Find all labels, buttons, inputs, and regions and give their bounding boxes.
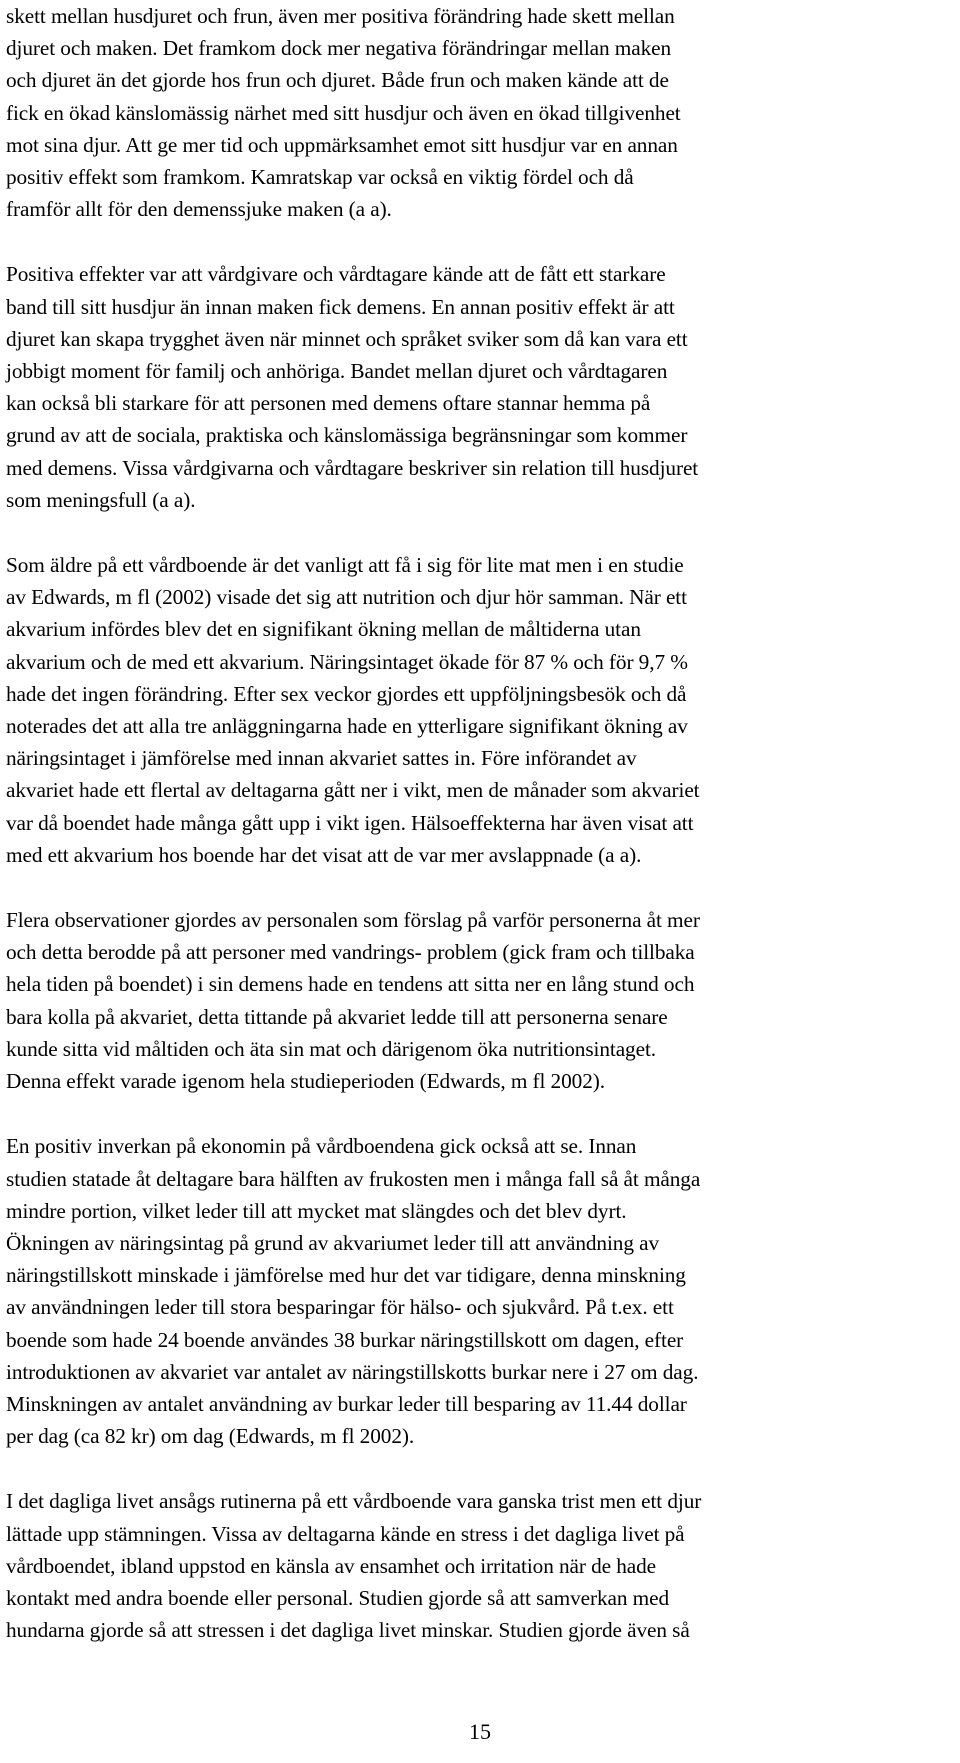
paragraph-6: I det dagliga livet ansågs rutinerna på ett vårdboende vara ganska trist men ett djur lättade upp stämningen. Vissa av deltagarna kände en stress i det dagliga livet på vårdboendet, ibland uppstod en känsla av ensamhet och irritation när de hade kontakt med andra boende eller personal. Studien gjorde så att samverkan med hundarna gjorde så att stressen i det dagliga livet minskar. Studien gjorde även så <box>6 1489 702 1643</box>
page-number: 15 <box>469 1719 491 1744</box>
paragraph-2: Positiva effekter var att vårdgivare och vårdtagare kände att de fått ett starkare band till sitt husdjur än innan maken fick demens. En annan positiv effekt är att djuret kan skapa trygghet även när minnet och språket sviker som då kan vara ett jobbigt moment för familj och anhöriga. Bandet mellan djuret och vårdtagaren kan också bli starkare för att personen med demens oftare stannar hemma på grund av att de sociala, praktiska och känslomässiga begränsningar som kommer med demens. Vissa vårdgivarna och vårdtagare beskriver sin relation till husdjuret som meningsfull (a a). <box>6 262 699 512</box>
body-text <box>6 0 946 1679</box>
paragraph-4: Flera observationer gjordes av personalen som förslag på varför personerna åt mer och detta berodde på att personer med vandrings- problem (gick fram och tillbaka hela tiden på boendet) i sin demens hade en tendens att sitta ner en lång stund och bara kolla på akvariet, detta tittande på akvariet ledde till att personerna senare kunde sitta vid måltiden och äta sin mat och därigenom öka nutritionsintaget. Denna effekt varade igenom hela studieperioden (Edwards, m fl 2002). <box>6 908 700 1094</box>
paragraph-5: En positiv inverkan på ekonomin på vårdboendena gick också att se. Innan studien statade åt deltagare bara hälften av frukosten men i många fall så åt många mindre portion, vilket leder till att mycket mat slängdes och det blev dyrt. Ökningen av näringsintag på grund av akvariumet leder till att användning av näringstillskott minskade i jämförelse med hur det var tidigare, denna minskning av användningen leder till stora besparingar för hälso- och sjukvård. På t.ex. ett boende som hade 24 boende användes 38 burkar näringstillskott om dagen, efter introduktionen av akvariet var antalet av näringstillskotts burkar nere i 27 om dag. Minskningen av antalet användning av burkar leder till besparing av 11.44 dollar per dag (ca 82 kr) om dag (Edwards, m fl 2002). <box>6 1134 701 1449</box>
paragraph-3: Som äldre på ett vårdboende är det vanligt att få i sig för lite mat men i en studie av Edwards, m fl (2002) visade det sig att nutrition och djur hör samman. När ett akvarium infördes blev det en signifikant ökning mellan de måltiderna utan akvarium och de med ett akvarium. Näringsintaget ökade för 87 % och för 9,7 % hade det ingen förändring. Efter sex veckor gjordes ett uppföljningsbesök och då noterades det att alla tre anläggningarna hade en ytterligare signifikant ökning av näringsintaget i jämförelse med innan akvariet sattes in. Före införandet av akvariet hade ett flertal av deltagarna gått ner i vikt, men de månader som akvariet var då boendet hade många gått upp i vikt igen. Hälsoeffekterna har även visat att med ett akvarium hos boende har det visat att de var mer avslappnade (a a). <box>6 553 700 867</box>
paragraph-1: skett mellan husdjuret och frun, även mer positiva förändring hade skett mellan djuret och maken. Det framkom dock mer negativa förändringar mellan maken och djuret än det gjorde hos frun och djuret. Både frun och maken kände att de fick en ökad känslomässig närhet med sitt husdjur och även en ökad tillgivenhet mot sina djur. Att ge mer tid och uppmärksamhet emot sitt husdjur var en annan positiv effekt som framkom. Kamratskap var också en viktig fördel och då framför allt för den demenssjuke maken (a a). <box>6 4 681 222</box>
